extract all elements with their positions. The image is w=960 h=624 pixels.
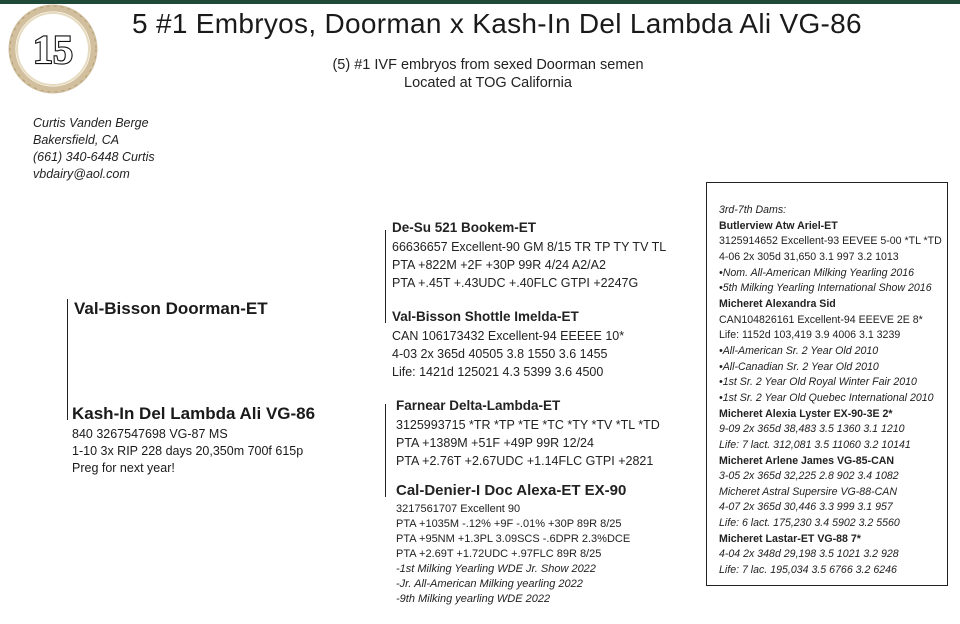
dams-sire-line: PTA +1389M +51F +49P 99R 12/24 — [396, 436, 594, 450]
dams-box-line: 3-05 2x 365d 32,225 2.8 902 3.4 1082 — [719, 470, 899, 483]
dams-box-cow-name: Micheret Alexia Lyster EX-90-3E 2* — [719, 407, 893, 420]
dams-box-line: Micheret Astral Supersire VG-88-CAN — [719, 485, 897, 498]
contact-location: Bakersfield, CA — [33, 133, 120, 147]
farm-logo — [6, 2, 100, 96]
dams-box-line: 9-09 2x 365d 38,483 3.5 1360 3.1 1210 — [719, 423, 905, 436]
dams-sire-line: PTA +2.76T +2.67UDC +1.14FLC GTPI +2821 — [396, 454, 654, 468]
dams-box-line: Life: 1152d 103,419 3.9 4006 3.1 3239 — [719, 329, 901, 342]
dams-box-line: Life: 7 lac. 195,034 3.5 6766 3.2 6246 — [719, 564, 897, 577]
dams-dam-line: PTA +1035M -.12% +9F -.01% +30P 89R 8/25 — [396, 518, 622, 530]
dams-box-line: Life: 6 lact. 175,230 3.4 5902 3.2 5560 — [719, 517, 900, 530]
dams-sire-line: 3125993715 *TR *TP *TE *TC *TY *TV *TL *TD — [396, 418, 660, 432]
subtitle — [270, 56, 706, 92]
dams-sire-block — [396, 398, 660, 470]
contact-phone: (661) 340-6448 Curtis — [33, 150, 155, 164]
dams-dam-line: PTA +95NM +1.3PL 3.09SCS -.6DPR 2.3%DCE — [396, 533, 631, 545]
pedigree-bracket-main — [67, 299, 68, 420]
dam-line: 1-10 3x RIP 228 days 20,350m 700f 615p — [72, 444, 304, 458]
sires-sire-line: PTA +822M +2F +30P 99R 4/24 A2/A2 — [392, 258, 606, 272]
sires-sire-line: PTA +.45T +.43UDC +.40FLC GTPI +2247G — [392, 276, 639, 290]
dams-box-line: •All-Canadian Sr. 2 Year Old 2010 — [719, 360, 879, 373]
dams-box-line: 4-07 2x 365d 30,446 3.3 999 3.1 957 — [719, 501, 893, 514]
dam-line: 840 3267547698 VG-87 MS — [72, 427, 228, 441]
dams-box-line: 3125914652 Excellent-93 EEVEE 5-00 *TL *TD — [719, 235, 942, 248]
sires-sire-name: De-Su 521 Bookem-ET — [392, 220, 537, 235]
pedigree-bracket-dam — [385, 404, 386, 497]
dams-box-line: 4-04 2x 348d 29,198 3.5 1021 3.2 928 — [719, 548, 899, 561]
dams-dam-honor: -Jr. All-American Milking yearling 2022 — [396, 578, 583, 590]
page-title: 5 #1 Embryos, Doorman x Kash-In Del Lambda Ali VG-86 — [132, 8, 862, 39]
dam-block — [72, 404, 315, 477]
dams-dam-honor: -9th Milking yearling WDE 2022 — [396, 593, 551, 605]
dams-box-cow-name: Micheret Alexandra Sid — [719, 297, 836, 310]
sires-dam-line: Life: 1421d 125021 4.3 5399 3.6 4500 — [392, 365, 604, 379]
contact-name: Curtis Vanden Berge — [33, 116, 149, 130]
dams-box-line: Life: 7 lact. 312,081 3.5 11060 3.2 10141 — [719, 438, 911, 451]
sires-dam-block — [392, 309, 624, 381]
contact-email: vbdairy@aol.com — [33, 167, 130, 181]
subtitle-line-2: Located at TOG California — [404, 75, 572, 91]
pedigree-bracket-sire — [385, 230, 386, 323]
dams-box-line: •5th Milking Yearling International Show 2016 — [719, 282, 932, 295]
dams-box-cow-name: Micheret Arlene James VG-85-CAN — [719, 454, 895, 467]
dams-box-cow-name: Butlerview Atw Ariel-ET — [719, 219, 838, 232]
contact-block — [33, 115, 155, 183]
sires-dam-name: Val-Bisson Shottle Imelda-ET — [392, 309, 579, 324]
svg-text:15: 15 — [33, 27, 73, 72]
dams-box-lines — [719, 219, 945, 579]
top-accent-bar — [0, 0, 960, 4]
dams-box-line: •All-American Sr. 2 Year Old 2010 — [719, 344, 879, 357]
dams-dam-line: 3217561707 Excellent 90 — [396, 503, 521, 515]
dams-box-line: CAN104826161 Excellent-94 EEEVE 2E 8* — [719, 313, 923, 326]
sires-dam-line: CAN 106173432 Excellent-94 EEEEE 10* — [392, 329, 625, 343]
dams-dam-line: PTA +2.69T +1.72UDC +.97FLC 89R 8/25 — [396, 548, 602, 560]
sires-sire-line: 66636657 Excellent-90 GM 8/15 TR TP TY TV TL — [392, 240, 667, 254]
dams-box-heading: 3rd-7th Dams: — [719, 204, 787, 216]
sires-dam-line: 4-03 2x 365d 40505 3.8 1550 3.6 1455 — [392, 347, 608, 361]
dams-box-line: •Nom. All-American Milking Yearling 2016 — [719, 266, 915, 279]
sires-sire-block — [392, 220, 666, 292]
dam-line: Preg for next year! — [72, 461, 175, 475]
dam-name: Kash-In Del Lambda Ali VG-86 — [72, 404, 316, 423]
dams-box-line: 4-06 2x 305d 31,650 3.1 997 3.2 1013 — [719, 250, 899, 263]
dams-box-line: •1st Sr. 2 Year Old Quebec International 2010 — [719, 391, 934, 404]
dams-dam-block — [396, 482, 630, 607]
dams-sire-name: Farnear Delta-Lambda-ET — [396, 398, 561, 413]
dams-dam-name: Cal-Denier-I Doc Alexa-ET EX-90 — [396, 482, 627, 499]
sire-name: Val-Bisson Doorman-ET — [74, 299, 268, 318]
subtitle-line-1: (5) #1 IVF embryos from sexed Doorman semen — [332, 57, 644, 73]
dams-box-line: •1st Sr. 2 Year Old Royal Winter Fair 2010 — [719, 376, 917, 389]
dams-box-cow-name: Micheret Lastar-ET VG-88 7* — [719, 532, 861, 545]
dams-dam-honor: -1st Milking Yearling WDE Jr. Show 2022 — [396, 563, 596, 575]
dams-box — [719, 203, 945, 579]
